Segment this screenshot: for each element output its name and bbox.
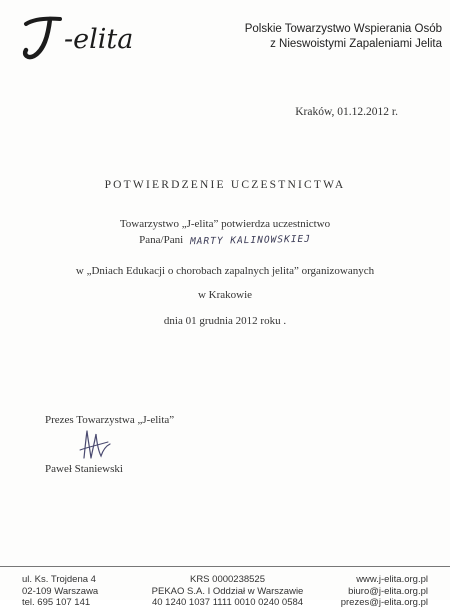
footer-address — [22, 574, 98, 609]
location-line: w Krakowie — [197, 289, 253, 301]
signatory-name: Paweł Staniewski — [45, 463, 123, 475]
confirmation-line: Towarzystwo „J-elita” potwierdza uczestnictwo — [119, 218, 331, 230]
event-line: w „Dniach Edukacji o chorobach zapalnych jelita” organizowanych — [75, 265, 375, 277]
document-title: POTWIERDZENIE UCZESTNICTWA — [104, 179, 346, 191]
footer-address-line: ul. Ks. Trojdena 4 — [22, 574, 96, 585]
org-name-line2: z Nieswoistymi Zapaleniami Jelita — [270, 38, 442, 50]
footer-krs: KRS 0000238525 — [189, 574, 265, 585]
footer-account-number: 40 1240 1037 1111 0010 0240 0584 — [151, 597, 304, 608]
footer-bank-name: PEKAO S.A. I Oddział w Warszawie — [151, 585, 304, 597]
signatory-role: Prezes Towarzystwa „J-elita” — [45, 414, 175, 426]
footer-address-line: 02-109 Warszawa — [22, 585, 99, 597]
footer-website: www.j-elita.org.pl — [356, 574, 428, 585]
participant-name: MARTY KALINOWSKIEJ — [189, 233, 311, 248]
event-date-line: dnia 01 grudnia 2012 roku . — [163, 315, 287, 327]
document-date: Kraków, 01.12.2012 r. — [295, 106, 398, 118]
footer-address-line: tel. 695 107 141 — [22, 597, 91, 608]
recipient-line — [0, 234, 450, 246]
svg-text:-elita: -elita — [64, 24, 134, 55]
organization-name — [212, 22, 442, 52]
org-name-line1: Polskie Towarzystwo Wspierania Osób — [244, 23, 442, 35]
j-elita-logo — [20, 10, 160, 66]
footer-divider — [0, 566, 450, 567]
footer-email: prezes@j-elita.org.pl — [340, 597, 428, 608]
footer-email: biuro@j-elita.org.pl — [348, 585, 428, 597]
footer-contact — [341, 574, 428, 609]
handwritten-signature — [74, 428, 114, 462]
salutation: Pana/Pani — [139, 234, 184, 246]
footer-bank-info — [150, 574, 305, 609]
